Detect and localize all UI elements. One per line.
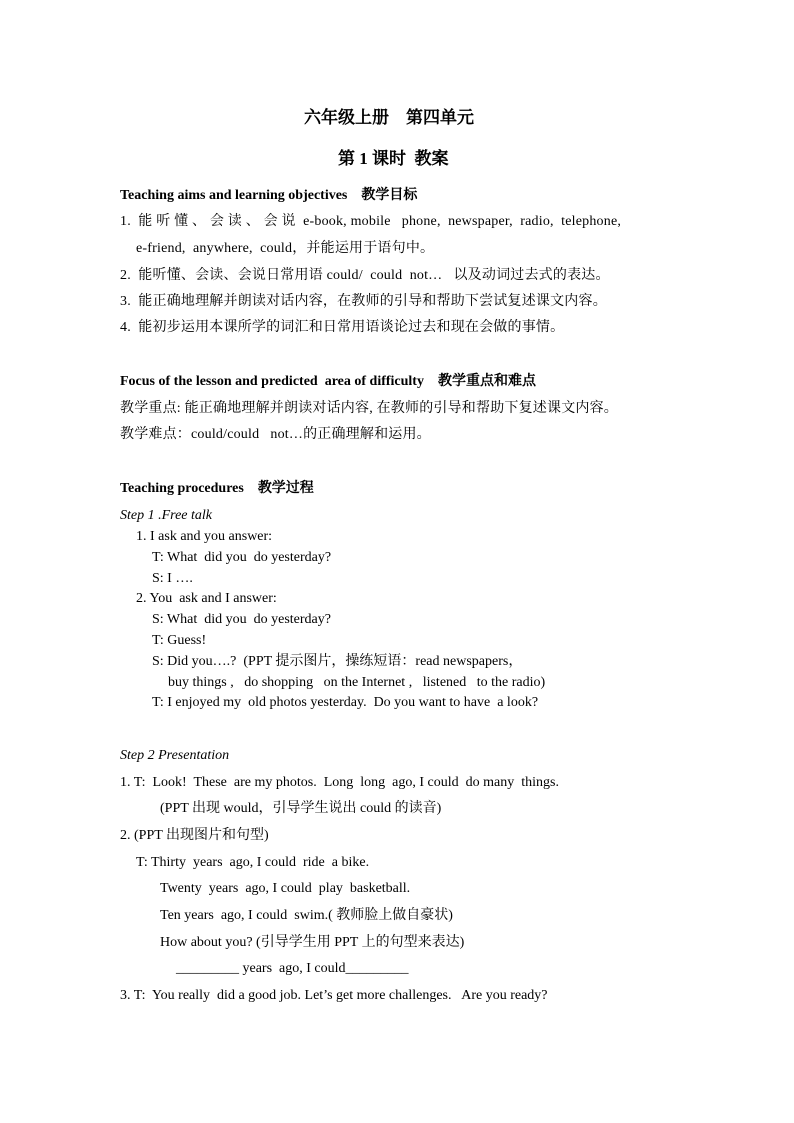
focus-key-point: 教学重点: 能正确地理解并朗读对话内容, 在教师的引导和帮助下复述课文内容。 (120, 401, 618, 416)
step2-line: Ten years ago, I could swim.( 教师脸上做自豪状) (160, 908, 453, 923)
step1-line: T: I enjoyed my old photos yesterday. Do you want to have a look? (152, 695, 539, 710)
step2-line: 1. T: Look! These are my photos. Long long ago, I could do many things. (120, 775, 559, 790)
focus-heading: Focus of the lesson and predicted area of difficulty 教学重点和难点 (120, 374, 536, 389)
step1-line: 1. I ask and you answer: (136, 529, 273, 544)
step2-line: Twenty years ago, I could play basketball. (160, 881, 411, 896)
aims-item: 2. 能听懂、会读、会说日常用语 could/ could not… 以及动词过去式的表达。 (120, 268, 610, 283)
step1-line: S: What did you do yesterday? (152, 612, 331, 627)
aims-heading: Teaching aims and learning objectives 教学目标 (120, 188, 418, 203)
step2-line: T: Thirty years ago, I could ride a bike. (136, 855, 370, 870)
step1-line: S: Did you….? (PPT 提示图片，操练短语：read newspapers， (152, 654, 523, 669)
step2-title: Step 2 Presentation (120, 748, 230, 763)
aims-item: 3. 能正确地理解并朗读对话内容，在教师的引导和帮助下尝试复述课文内容。 (120, 294, 607, 309)
step1-line: buy things , do shopping on the Internet , listened to the radio) (168, 675, 546, 690)
step1-line: 2. You ask and I answer: (136, 591, 277, 606)
step2-fill-in-blank: _________ years ago, I could_________ (176, 961, 409, 976)
document-title: 六年级上册 第四单元 (304, 108, 474, 127)
procedures-heading: Teaching procedures 教学过程 (120, 481, 314, 496)
aims-item: 4. 能初步运用本课所学的词汇和日常用语谈论过去和现在会做的事情。 (120, 320, 565, 335)
document-subtitle: 第 1 课时 教案 (338, 149, 449, 168)
step1-line: T: What did you do yesterday? (152, 550, 332, 565)
aims-item: e-friend, anywhere, could，并能运用于语句中。 (136, 241, 435, 256)
step2-line: 2. (PPT 出现图片和句型) (120, 828, 269, 843)
step1-line: T: Guess! (152, 633, 207, 648)
step2-line: (PPT 出现 would，引导学生说出 could 的读音) (160, 801, 442, 816)
step1-title: Step 1 .Free talk (120, 508, 213, 523)
step2-line: 3. T: You really did a good job. Let’s get more challenges. Are you ready? (120, 988, 548, 1003)
aims-item: 1. 能 听 懂 、 会 读 、 会 说 e-book, mobile phone, newspaper, radio, telephone, (120, 214, 622, 229)
step2-line: How about you? (引导学生用 PPT 上的句型来表达) (160, 935, 465, 950)
step1-line: S: I …. (152, 571, 193, 586)
focus-difficulty: 教学难点：could/could not…的正确理解和运用。 (120, 427, 431, 442)
